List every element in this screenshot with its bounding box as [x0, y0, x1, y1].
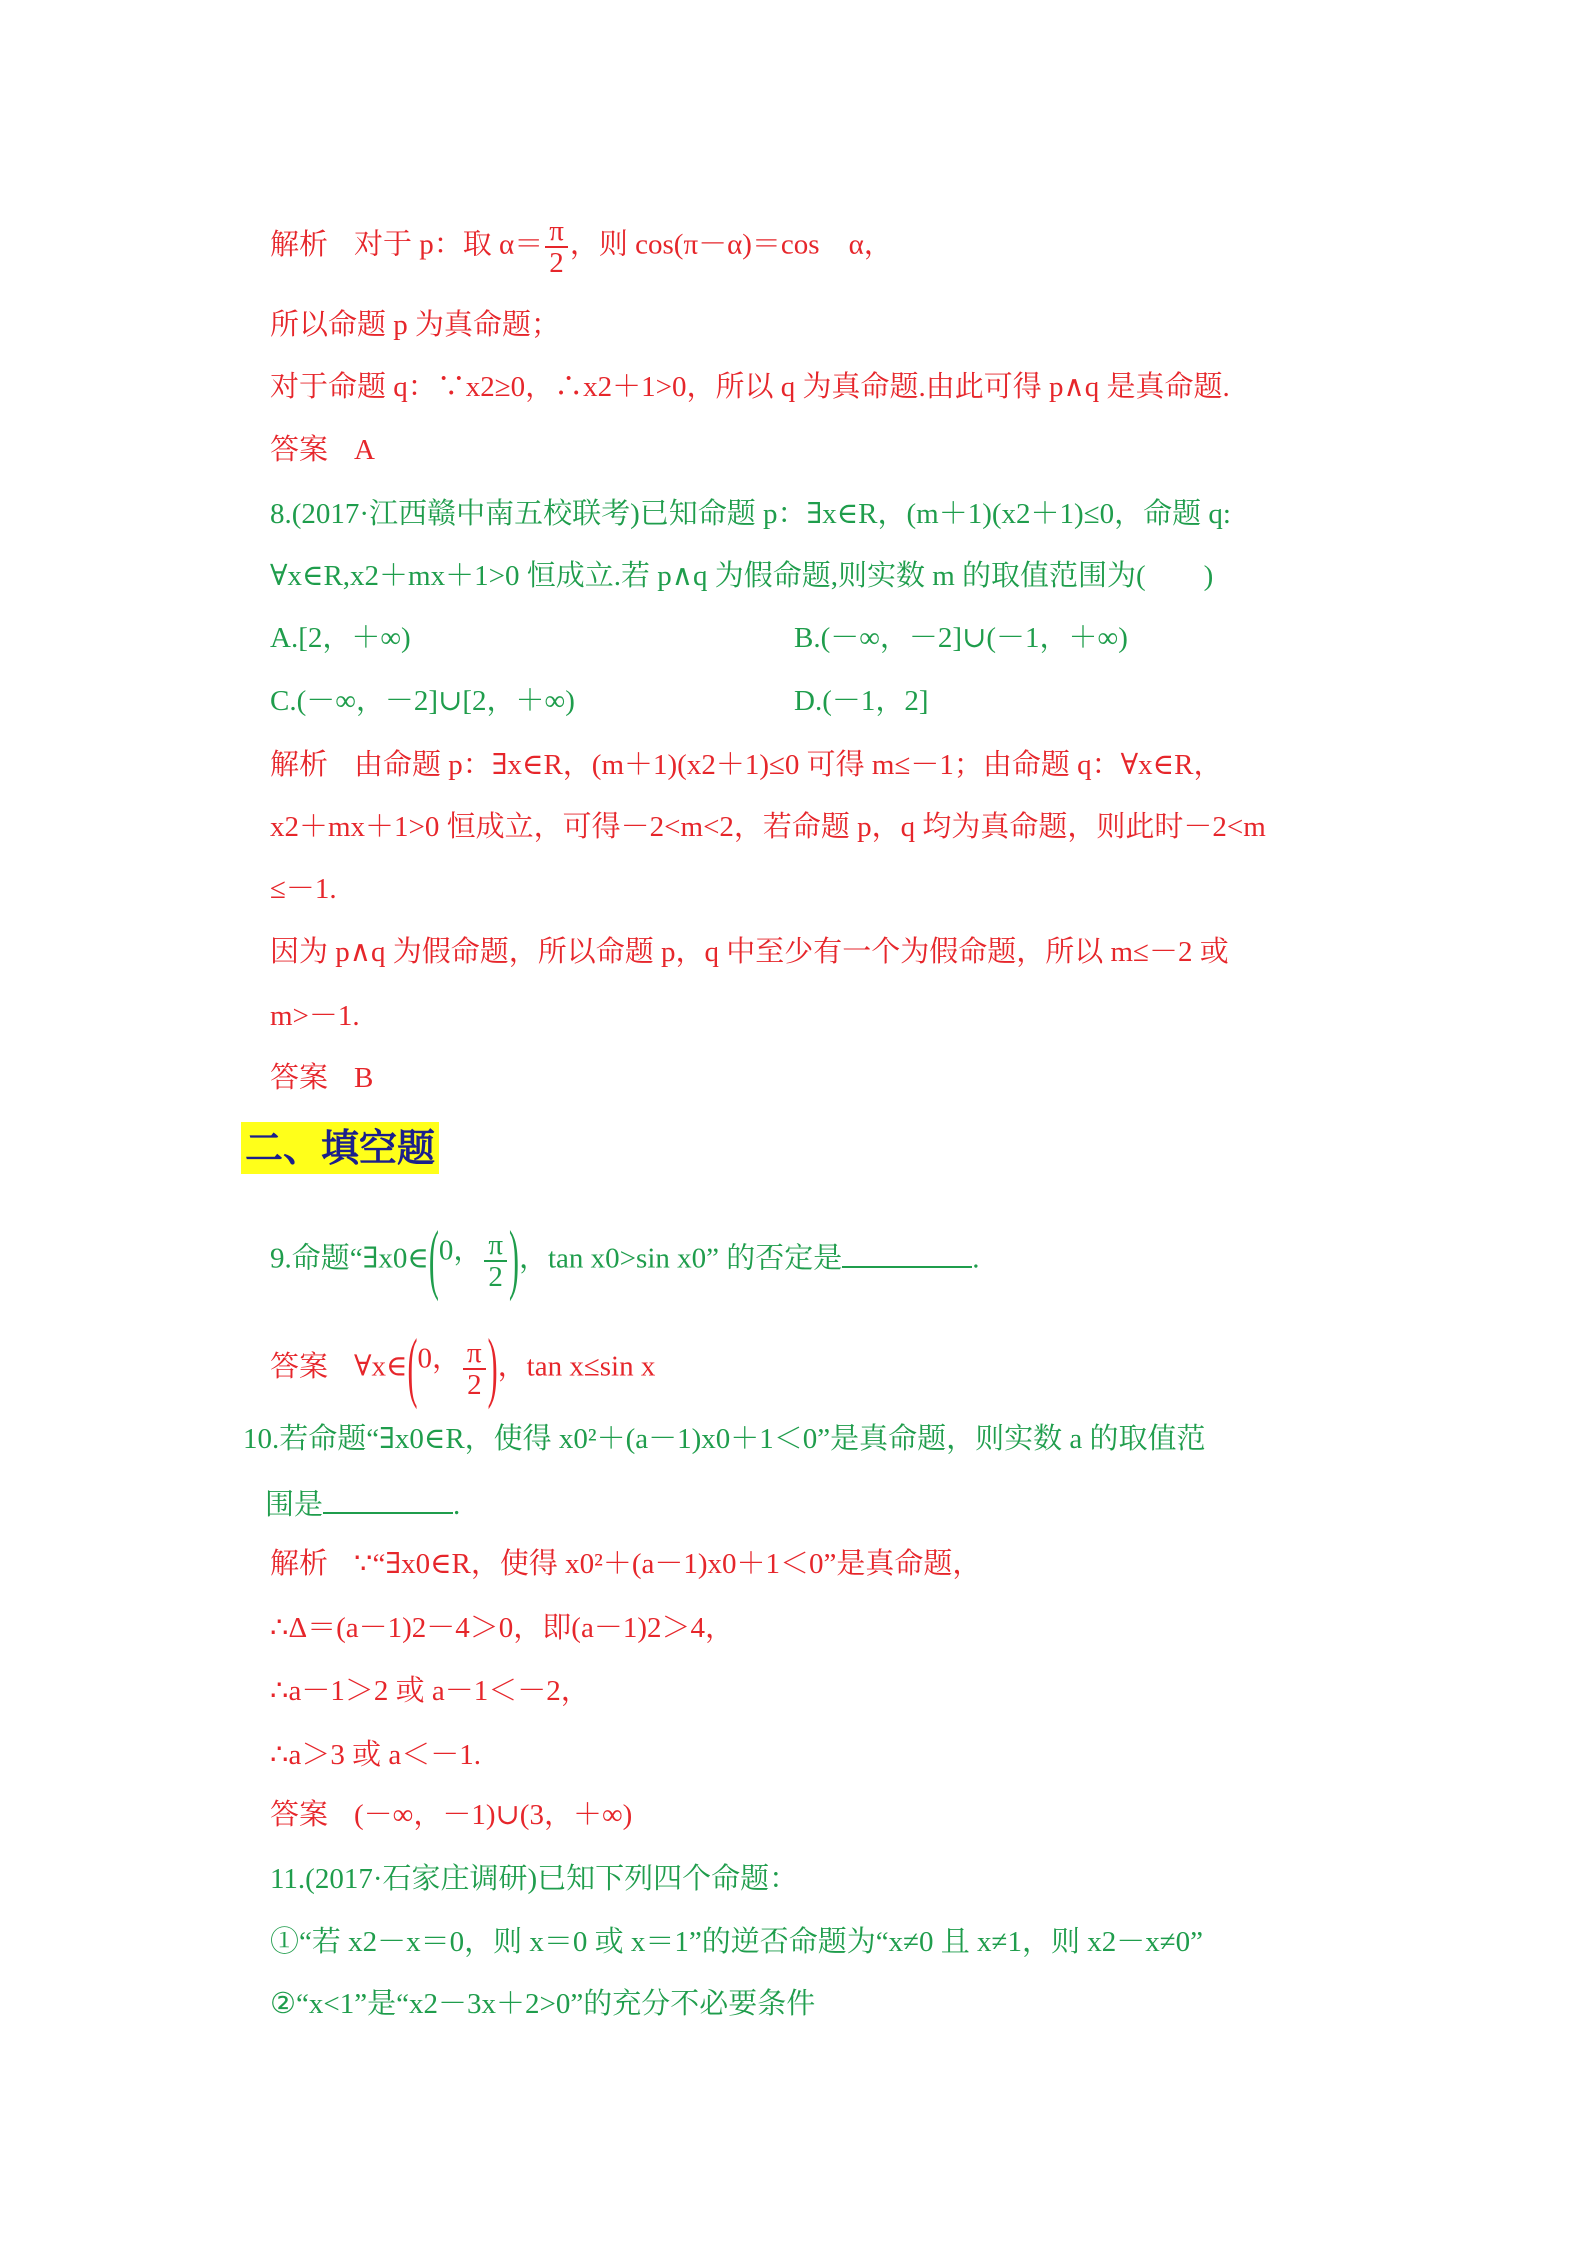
- q8-analysis-line5: m>－1.: [270, 1000, 360, 1032]
- text: .: [453, 1489, 461, 1521]
- numerator: π: [545, 216, 568, 248]
- q11-item-2: ②“x<1”是“x2－3x＋2>0”的充分不必要条件: [270, 1988, 816, 2020]
- right-bracket: ): [509, 1216, 519, 1303]
- text: 由命题 p：∃x∈R，(m＋1)(x2＋1)≤0 可得 m≤－1；由命题 q：∀x∈R，: [354, 749, 1223, 781]
- text: ，则 cos(π－α)＝cos α，: [569, 228, 893, 261]
- text: 围是: [265, 1489, 324, 1521]
- right-bracket: ): [487, 1324, 498, 1411]
- section-heading: 二、填空题: [241, 1122, 439, 1174]
- fraction-pi-over-2: [545, 216, 568, 278]
- analysis-label: 解析: [270, 749, 329, 781]
- q9-question: [270, 1216, 980, 1303]
- q7-answer: [270, 432, 375, 468]
- q10-analysis-line1: [270, 1546, 981, 1582]
- numerator: π: [463, 1338, 486, 1370]
- answer-blank: [323, 1486, 453, 1514]
- answer-label: 答案: [270, 1799, 329, 1831]
- answer-blank: [842, 1240, 972, 1268]
- q10-line1: 10.若命题“∃x0∈R，使得 x0²＋(a－1)x0＋1＜0”是真命题，则实数 a 的取值范: [243, 1423, 1206, 1455]
- q10-analysis-line2: ∴Δ＝(a－1)2－4＞0，即(a－1)2＞4，: [270, 1612, 734, 1644]
- q10-analysis-line4: ∴a＞3 或 a＜－1.: [270, 1739, 481, 1771]
- q8-analysis-line2: x2＋mx＋1>0 恒成立，可得－2<m<2，若命题 p，q 均为真命题，则此时－2<m: [270, 811, 1266, 843]
- q8-line1: 8.(2017·江西赣中南五校联考)已知命题 p：∃x∈R，(m＋1)(x2＋1)≤0，命题 q:: [270, 498, 1231, 530]
- text: ，tan x≤sin x: [497, 1350, 656, 1383]
- analysis-label: 解析: [270, 228, 329, 261]
- q8-option-c: C.(－∞，－2]∪[2，＋∞): [270, 685, 575, 717]
- q11-line1: 11.(2017·石家庄调研)已知下列四个命题：: [270, 1863, 799, 1895]
- q7-analysis-line2: 所以命题 p 为真命题；: [270, 309, 561, 341]
- answer-label: 答案: [270, 434, 329, 466]
- q11-item-1: ①“若 x2－x＝0，则 x＝0 或 x＝1”的逆否命题为“x≠0 且 x≠1，则 x2－x≠0”: [270, 1926, 1203, 1958]
- left-bracket: (: [407, 1324, 418, 1411]
- text: 9.命题“∃x0∈: [270, 1242, 429, 1275]
- answer-value: A: [354, 434, 375, 466]
- left-bracket: (: [428, 1216, 439, 1303]
- q10-answer: [270, 1797, 632, 1833]
- text: 对于 p：取 α＝: [354, 228, 544, 261]
- text: .: [972, 1242, 980, 1275]
- q8-analysis-line3: ≤－1.: [270, 873, 337, 905]
- denominator: 2: [549, 247, 564, 279]
- q8-option-d: D.(－1，2]: [794, 685, 929, 717]
- q8-analysis-line1: [270, 747, 1222, 783]
- q8-analysis-line4: 因为 p∧q 为假命题，所以命题 p，q 中至少有一个为假命题，所以 m≤－2 或: [270, 936, 1229, 968]
- text: ，tan x0>sin x0” 的否定是: [519, 1242, 843, 1275]
- denominator: 2: [467, 1369, 482, 1401]
- q8-option-a: A.[2，＋∞): [270, 622, 411, 654]
- q8-answer: [270, 1060, 373, 1096]
- answer-label: 答案: [270, 1062, 329, 1094]
- q9-answer: [270, 1324, 656, 1411]
- q10-line2: [265, 1486, 460, 1523]
- answer-value: B: [354, 1062, 374, 1094]
- q7-analysis-line3: 对于命题 q：∵x2≥0，∴x2＋1>0，所以 q 为真命题.由此可得 p∧q 是真命题.: [270, 371, 1230, 403]
- text: ∀x∈: [354, 1350, 408, 1383]
- answer-label: 答案: [270, 1350, 329, 1383]
- q10-analysis-line3: ∴a－1＞2 或 a－1＜－2，: [270, 1675, 590, 1707]
- interval-start: 0，: [438, 1234, 483, 1267]
- fraction-pi-over-2: [484, 1230, 507, 1292]
- numerator: π: [484, 1230, 507, 1262]
- q7-analysis-line1: [270, 216, 893, 278]
- q8-line2: ∀x∈R,x2＋mx＋1>0 恒成立.若 p∧q 为假命题,则实数 m 的取值范围为( ): [270, 560, 1214, 592]
- q8-option-b: B.(－∞，－2]∪(－1，＋∞): [794, 622, 1128, 654]
- text: ∵“∃x0∈R，使得 x0²＋(a－1)x0＋1＜0”是真命题，: [354, 1548, 982, 1580]
- analysis-label: 解析: [270, 1548, 329, 1580]
- interval-start: 0，: [417, 1342, 461, 1375]
- fraction-pi-over-2: [463, 1338, 486, 1400]
- denominator: 2: [488, 1261, 503, 1293]
- answer-value: (－∞，－1)∪(3，＋∞): [354, 1799, 633, 1831]
